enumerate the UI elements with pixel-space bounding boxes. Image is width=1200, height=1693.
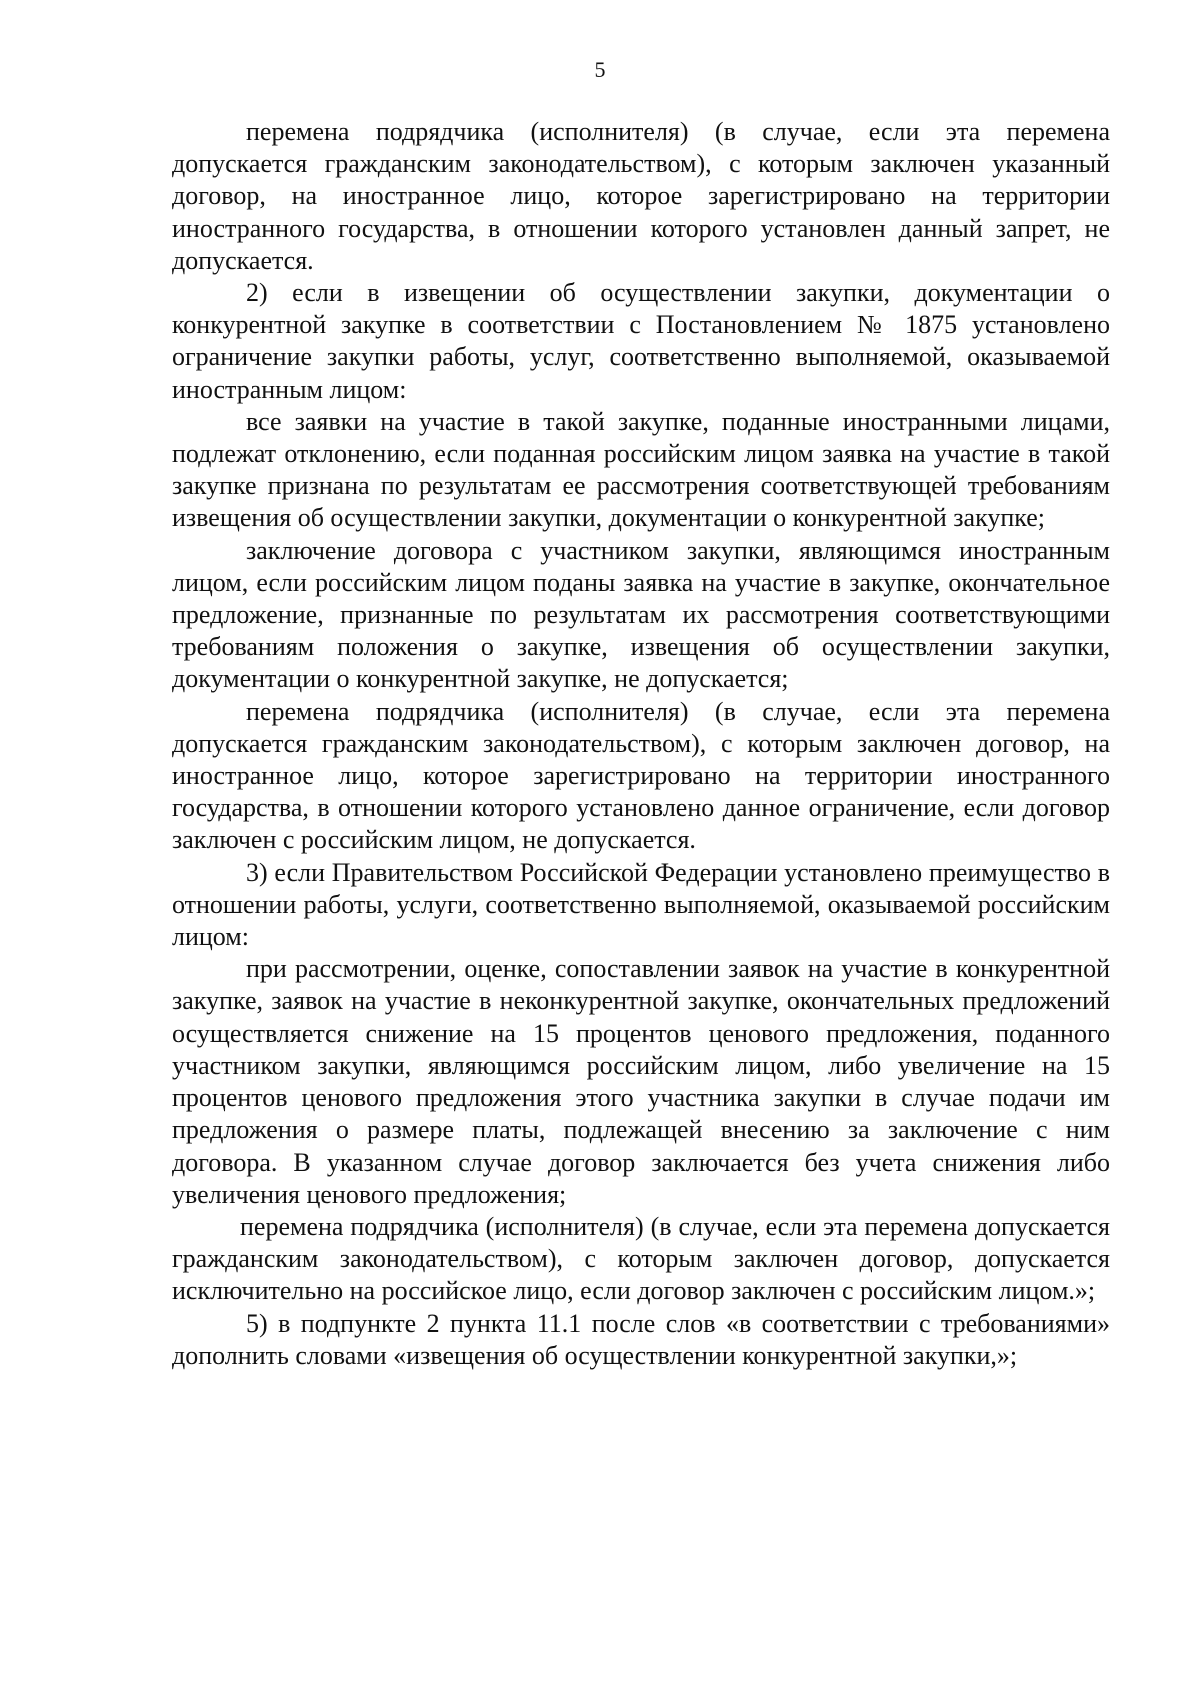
paragraph-contractor-change-restriction: перемена подрядчика (исполнителя) (в случае, если эта перемена допускается гражданским законодательством), с которым заключен договор, на иностранное лицо, которое зарегистрировано на территории иностранного государства, в отношении которого установлено данное ограничение, если договор заключен с российским лицом, не допускается. [172,696,1110,855]
document-body [172,116,1110,1372]
paragraph-contract-conclusion: заключение договора с участником закупки, являющимся иностранным лицом, если российским лицом поданы заявка на участие в закупке, окончательное предложение, признанные по результатам их рассмотрения соответствующими требованиям положения о закупке, извещения об осуществлении закупки, документации о конкурентной закупке, не допускается; [172,535,1110,694]
paragraph-foreign-bids-rejected: все заявки на участие в такой закупке, поданные иностранными лицами, подлежат отклонению, если поданная российским лицом заявка на участие в такой закупке признана по результатам ее рассмотрения соответствующей требованиям извещения об осуществлении закупки, документации о конкурентной закупке; [172,406,1110,533]
page-number: 5 [594,57,606,82]
paragraph-contractor-change-ban: перемена подрядчика (исполнителя) (в случае, если эта перемена допускается гражданским законодательством), с которым заключен указанный договор, на иностранное лицо, которое зарегистрировано на территории иностранного государства, в отношении которого установлен данный запрет, не допускается. [172,117,1110,275]
paragraph-item-2: 2) если в извещении об осуществлении закупки, документации о конкурентной закупке в соответствии с Постановлением № 1875 установлено ограничение закупки работы, услуг, соответственно выполняемой, оказываемой иностранным лицом: [172,278,1110,404]
paragraph-price-preference: при рассмотрении, оценке, сопоставлении заявок на участие в конкурентной закупке, заявок на участие в неконкурентной закупке, окончательных предложений осуществляется снижение на 15 процентов ценового предложения, поданного участником закупки, являющимся российским лицом, либо увеличение на 15 процентов ценового предложения этого участника закупки в случае подачи им предложения о размере платы, подлежащей внесению за заключение с ним договора. В указанном случае договор заключается без учета снижения либо увеличения ценового предложения; [172,954,1110,1209]
paragraph-item-5: 5) в подпункте 2 пункта 11.1 после слов «в соответствии с требованиями» дополнить словами «извещения об осуществлении конкурентной закупки,»; [172,1308,1110,1370]
paragraph-item-3: 3) если Правительством Российской Федерации установлено преимущество в отношении работы, услуги, соответственно выполняемой, оказываемой российским лицом: [172,857,1110,952]
paragraph-contractor-change-russian: перемена подрядчика (исполнителя) (в случае, если эта перемена допускается гражданским законодательством), с которым заключен договор, допускается исключительно на российское лицо, если договор заключен с российским лицом.»; [172,1211,1110,1306]
